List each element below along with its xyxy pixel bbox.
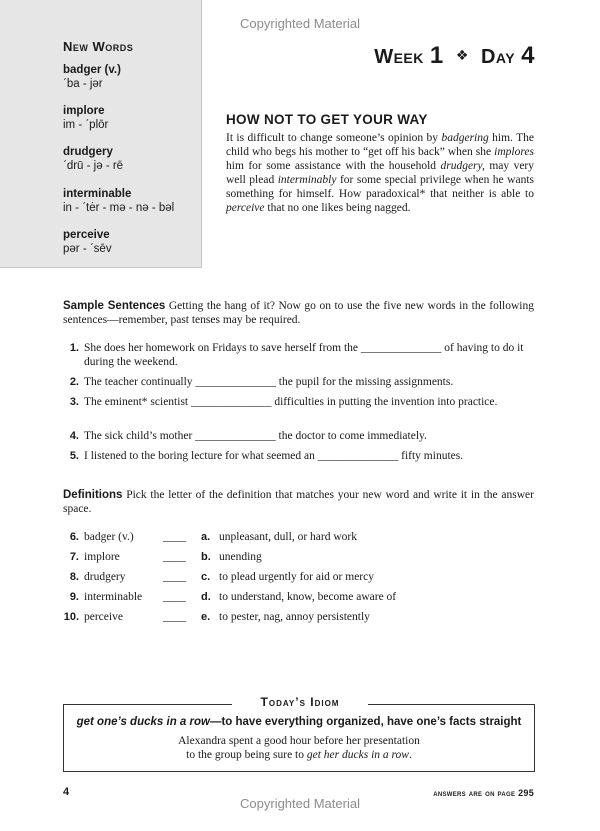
answer-blank: ____ (163, 571, 186, 583)
week-label: Week (374, 46, 424, 68)
answer-blank: ____ (163, 611, 186, 623)
vocab-pronunciation: ˊba - jər (63, 78, 103, 90)
definition-row: 8. drudgery ____ c. to plead urgently for aid or mercy (69, 571, 374, 583)
sample-sentence-4: 4. The sick child’s mother ______________ the doctor to come immediately. (69, 430, 427, 442)
vocab-entry-drudgery (63, 145, 123, 173)
day-number: 4 (521, 42, 535, 69)
definitions-heading: Definitions (63, 489, 123, 501)
idiom-label: Today’s Idiom (232, 695, 368, 709)
week-day-heading (360, 42, 535, 70)
sample-sentence-5: 5. I listened to the boring lecture for what seemed an ______________ fifty minutes. (69, 450, 464, 462)
sample-sentences-intro: Sample Sentences Getting the hang of it? Now go on to use the five new words in the following sentences—remember, past tenses may be required. (63, 300, 534, 326)
copyright-watermark-top: Copyrighted Material (240, 16, 360, 31)
vocab-entry-interminable (63, 187, 174, 215)
sample-sentence-2: 2. The teacher continually ______________ the pupil for the missing assignments. (69, 376, 454, 388)
idiom-phrase: get one’s ducks in a row—to have everything organized, have one’s facts straight (76, 716, 522, 728)
week-number: 1 (429, 42, 444, 69)
vocab-pronunciation: pər - ˊsēv (63, 243, 112, 255)
answer-blank: ____ (163, 551, 186, 563)
story-paragraph: It is difficult to change someone’s opinion by badgering him. The child who begs his mother to “get off his back” when she implores him for some assistance with the household drudgery, may very well plead interminably for some special privilege when he wants something for himself. How paradoxical* that neither is able to perceive that no one likes being nagged. (226, 132, 535, 214)
vocab-pronunciation: im - ˊplōr (63, 119, 109, 131)
definition-row: 10. perceive ____ e. to pester, nag, annoy persistently (63, 611, 370, 623)
answer-blank: ____ (163, 591, 186, 603)
sample-sentences-heading: Sample Sentences (63, 300, 166, 312)
day-label: Day (480, 46, 516, 68)
definitions-intro: Definitions Pick the letter of the definition that matches your new word and write it in the answer space. (63, 489, 534, 515)
answer-blank: ____ (163, 531, 186, 543)
definition-row: 7. implore ____ b. unending (69, 551, 262, 563)
copyright-watermark-bottom: Copyrighted Material (240, 796, 360, 811)
new-words-title: New Words (63, 39, 134, 54)
sample-sentence-3: 3. The eminent* scientist ______________ difficulties in putting the invention into practice. (69, 396, 498, 408)
answers-note: answers are on page 295 (433, 788, 534, 798)
vocab-word: drudgery (63, 146, 113, 158)
vocab-pronunciation: in - ˊtėr - mə - nə - bəl (63, 202, 175, 214)
vocab-entry-implore (63, 104, 108, 132)
definition-row: 6. badger (v.) ____ a. unpleasant, dull, or hard work (69, 531, 357, 543)
idiom-example: Alexandra spent a good hour before her presentation to the group being sure to get her ducks in a row. (178, 735, 420, 761)
vocab-word: perceive (63, 229, 110, 241)
vocab-entry-badger (63, 63, 121, 91)
definition-row: 9. interminable ____ d. to understand, know, become aware of (69, 591, 397, 603)
vocab-pronunciation: ˊdrū - jə - rē (63, 160, 124, 172)
vocab-word: implore (63, 105, 105, 117)
page-number: 4 (63, 786, 70, 798)
diamond-ornament-icon: ❖ (455, 47, 469, 63)
vocab-entry-perceive (63, 228, 112, 256)
sample-sentence-1: 1. She does her homework on Fridays to save herself from the ______________ of having to do it during the weekend. (69, 342, 524, 368)
vocab-word: interminable (63, 188, 132, 200)
vocab-word: badger (v.) (63, 64, 121, 76)
story-title: HOW NOT TO GET YOUR WAY (226, 112, 428, 127)
